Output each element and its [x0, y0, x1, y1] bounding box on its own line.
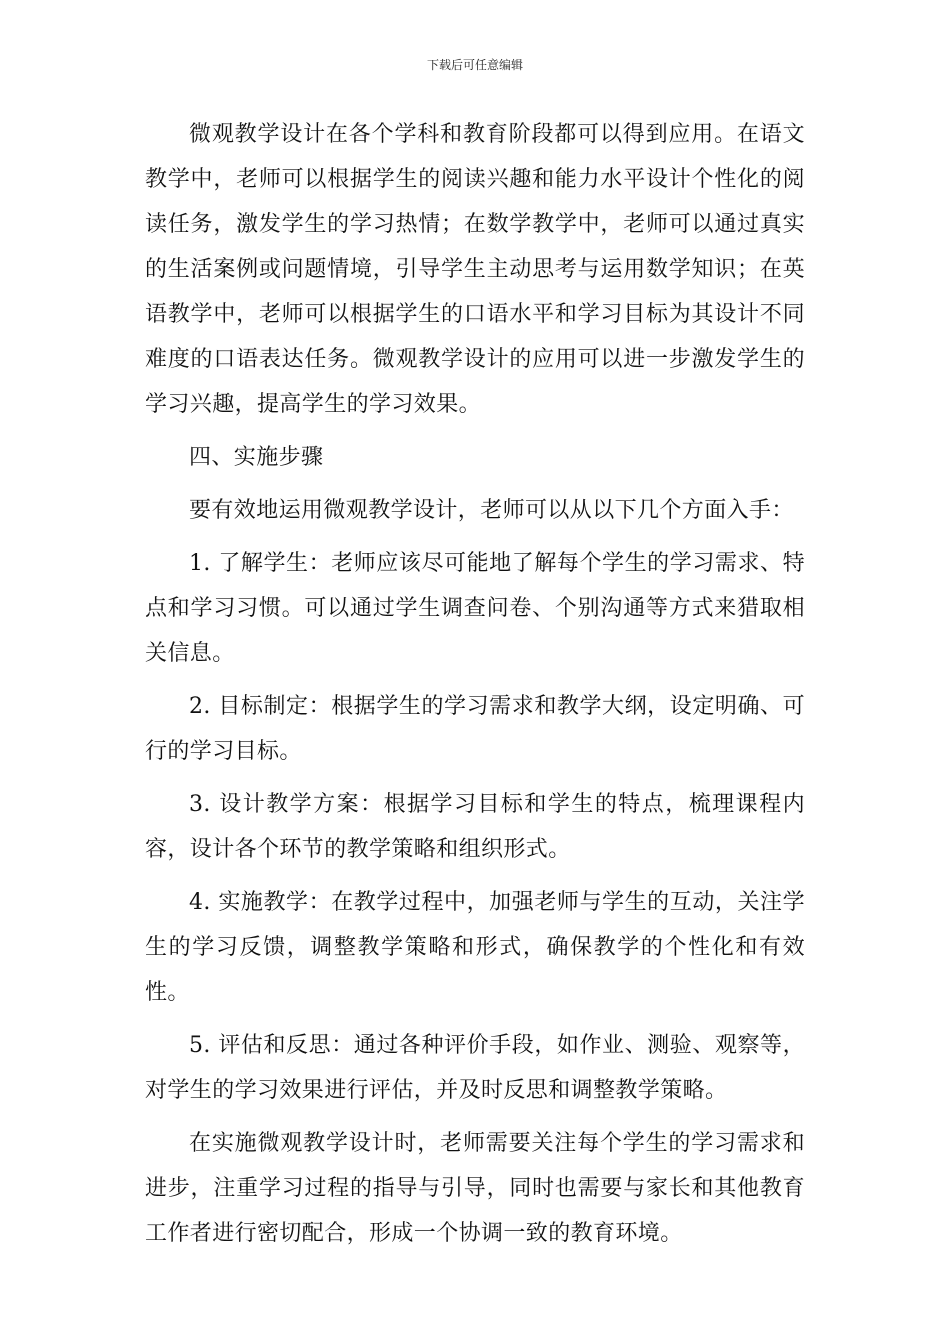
- paragraph-conclusion: 在实施微观教学设计时，老师需要关注每个学生的学习需求和进步，注重学习过程的指导与引导，同时也需要与家长和其他教育工作者进行密切配合，形成一个协调一致的教育环境。: [145, 1131, 805, 1246]
- list-item-step-2: 2. 目标制定：根据学生的学习需求和教学大纲，设定明确、可行的学习目标。: [145, 694, 805, 764]
- paragraph-intro: 要有效地运用微观教学设计，老师可以从以下几个方面入手：: [189, 498, 794, 523]
- paragraph-application: 微观教学设计在各个学科和教育阶段都可以得到应用。在语文教学中，老师可以根据学生的阅读兴趣和能力水平设计个性化的阅读任务，激发学生的学习热情；在数学教学中，老师可以通过真实的生活案例或问题情境，引导学生主动思考与运用数学知识；在英语教学中，老师可以根据学生的口语水平和学习目标为其设计不同难度的口语表达任务。微观教学设计的应用可以进一步激发学生的学习兴趣，提高学生的学习效果。: [145, 122, 805, 417]
- document-body: [145, 112, 805, 1256]
- list-item-step-1: 1. 了解学生：老师应该尽可能地了解每个学生的学习需求、特点和学习习惯。可以通过学生调查问卷、个别沟通等方式来猎取相关信息。: [145, 551, 805, 666]
- section-heading-steps: 四、实施步骤: [189, 445, 324, 470]
- list-item-step-5: 5. 评估和反思：通过各种评价手段，如作业、测验、观察等，对学生的学习效果进行评估，并及时反思和调整教学策略。: [145, 1033, 805, 1103]
- list-item-step-3: 3. 设计教学方案：根据学习目标和学生的特点，梳理课程内容，设计各个环节的教学策略和组织形式。: [145, 792, 805, 862]
- page-header-note: 下载后可任意编辑: [426, 58, 523, 72]
- list-item-step-4: 4. 实施教学：在教学过程中，加强老师与学生的互动，关注学生的学习反馈，调整教学策略和形式，确保教学的个性化和有效性。: [145, 890, 805, 1005]
